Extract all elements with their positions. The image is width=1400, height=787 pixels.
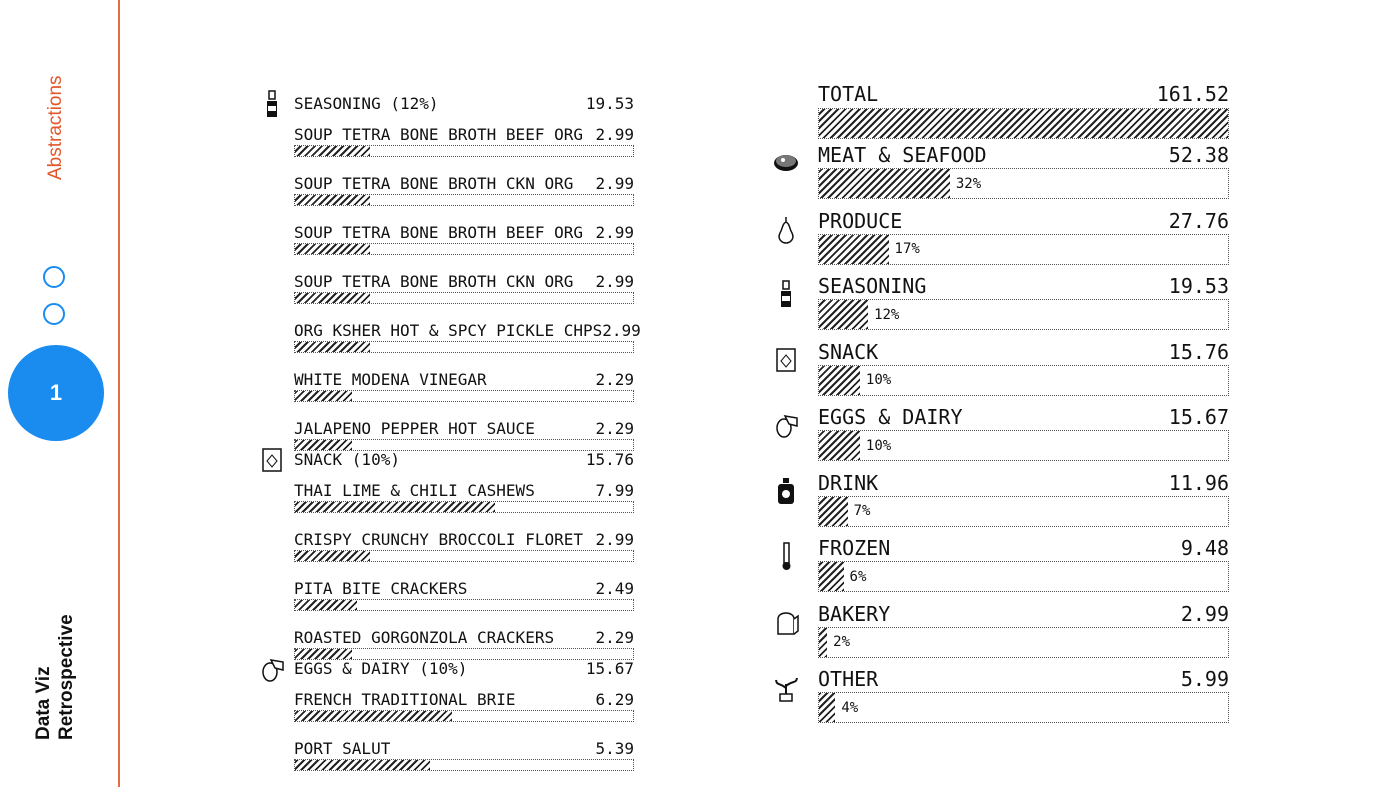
item-bar [294,599,634,611]
line-item [294,690,634,709]
line-item [294,272,634,291]
item-name: ORG KSHER HOT & SPCY PICKLE CHPS [294,321,603,340]
item-name: ROASTED GORGONZOLA CRACKERS [294,628,555,647]
item-bar [294,145,634,157]
item-name: CRISPY CRUNCHY BROCCOLI FLORET [294,530,583,549]
category-bar [818,561,1229,592]
category-bar-fill [819,431,860,460]
item-name: SOUP TETRA BONE BROTH BEEF ORG [294,223,583,242]
item-bar [294,710,634,722]
nav-dot[interactable] [43,303,65,325]
line-item [294,530,634,549]
bread-icon [773,607,799,637]
category-bar [818,365,1229,396]
category-bar [818,168,1229,199]
category-label: PRODUCE [818,208,903,233]
group-header [294,94,634,113]
total-label: TOTAL [818,82,879,106]
category-row [818,536,1229,560]
line-item [294,739,634,758]
item-name: FRENCH TRADITIONAL BRIE [294,690,516,709]
item-name: SOUP TETRA BONE BROTH CKN ORG [294,174,574,193]
category-pct: 12% [874,306,900,323]
item-bar-fill [295,551,370,561]
group-label: EGGS & DAIRY (10%) [294,659,468,678]
category-pct: 17% [894,241,920,257]
category-bar [818,627,1229,658]
deck-title [32,614,78,740]
line-item [294,481,634,500]
category-label: FROZEN [818,536,891,560]
item-name: WHITE MODENA VINEGAR [294,370,487,389]
category-value: 5.99 [1180,667,1229,691]
category-row [818,340,1229,364]
snack-box-icon [773,345,799,375]
item-bar-fill [295,711,452,721]
item-bar [294,292,634,304]
item-bar-fill [295,146,370,156]
item-price: 2.99 [595,174,634,193]
category-bar [818,692,1229,723]
line-item [294,579,634,598]
category-bar [818,430,1229,461]
line-item [294,419,634,438]
category-value: 2.99 [1180,601,1229,626]
item-bar [294,194,634,206]
category-pct: 10% [865,437,892,454]
category-label: BAKERY [818,601,891,626]
category-pct: 7% [853,503,871,519]
eggs-cheese-icon [259,654,285,684]
category-pct: 10% [865,372,892,388]
category-bar-fill [819,300,868,329]
item-name: THAI LIME & CHILI CASHEWS [294,481,535,500]
item-bar [294,501,634,513]
item-price: 6.29 [595,690,634,709]
eggs-cheese-icon [773,410,799,440]
category-row [818,274,1229,298]
group-label: SEASONING (12%) [294,94,439,113]
bottle-icon [259,89,285,119]
sidebar-divider [118,0,120,787]
category-bar [818,496,1229,527]
total-row [818,82,1229,106]
category-row [818,143,1229,167]
item-price: 2.29 [595,370,634,389]
steak-icon [773,148,799,178]
item-price: 2.99 [595,223,634,242]
line-item [294,125,634,144]
pear-icon [773,214,799,244]
item-name: PORT SALUT [294,739,391,758]
group-value: 19.53 [585,94,634,113]
category-row [818,471,1229,495]
category-label: SEASONING [818,274,927,298]
item-bar-fill [295,391,352,401]
total-bar [818,108,1229,139]
category-row [818,667,1229,691]
category-row [818,209,1229,233]
snack-box-icon [259,445,285,475]
item-bar-fill [295,502,495,512]
item-price: 5.39 [595,739,634,758]
item-price: 2.29 [595,628,634,647]
category-pct: 4% [841,699,859,716]
category-value: 27.76 [1168,208,1229,233]
category-row [818,405,1229,429]
category-bar-fill [819,562,844,591]
deck-title-line: Retrospective [56,614,77,740]
nav-dot[interactable] [43,266,65,288]
category-label: DRINK [818,470,879,495]
category-value: 19.53 [1168,274,1229,298]
item-name: SOUP TETRA BONE BROTH BEEF ORG [294,125,583,144]
bottle-icon [773,279,799,309]
item-price: 2.49 [595,579,634,598]
category-pct: 2% [833,634,851,650]
group-value: 15.76 [585,450,634,469]
item-price: 7.99 [595,481,634,500]
category-bar-fill [819,169,950,198]
category-bar-fill [819,366,860,395]
line-item [294,628,634,647]
category-bar-fill [819,693,835,722]
line-item [294,370,634,389]
category-bar-fill [819,497,848,526]
item-name: PITA BITE CRACKERS [294,579,468,598]
group-header [294,659,634,678]
item-bar [294,341,634,353]
category-label: OTHER [818,667,879,691]
group-value: 15.67 [585,659,634,678]
category-value: 52.38 [1168,143,1229,167]
item-bar-fill [295,342,370,352]
plant-icon [773,672,799,702]
category-pct: 6% [849,568,867,585]
group-label: SNACK (10%) [294,450,400,469]
slide-number-badge: 1 [8,345,104,441]
category-bar-fill [819,235,889,264]
item-bar-fill [295,195,370,205]
item-price: 2.99 [595,272,634,291]
category-value: 11.96 [1168,470,1229,495]
category-label: SNACK [818,339,879,364]
item-bar-fill [295,244,370,254]
item-bar [294,550,634,562]
item-bar-fill [295,600,357,610]
item-bar [294,759,634,771]
section-label: Abstractions [45,75,66,180]
line-item [294,321,641,340]
category-bar-fill [819,628,827,657]
item-bar-fill [295,293,370,303]
category-bar [818,299,1229,330]
category-pct: 32% [955,175,982,192]
category-value: 15.67 [1168,405,1229,429]
line-item [294,223,634,242]
item-bar [294,390,634,402]
thermometer-icon [773,541,799,571]
total-bar-fill [819,109,1228,138]
category-row [818,602,1229,626]
item-bar-fill [295,440,352,450]
item-price: 2.29 [595,419,634,438]
category-bar [818,234,1229,265]
category-label: EGGS & DAIRY [818,405,963,429]
category-label: MEAT & SEAFOOD [818,143,987,167]
category-value: 15.76 [1168,339,1229,364]
item-name: JALAPENO PEPPER HOT SAUCE [294,419,535,438]
category-value: 9.48 [1180,536,1229,560]
total-value: 161.52 [1156,82,1229,106]
item-bar [294,243,634,255]
item-price: 2.99 [602,321,641,340]
line-item [294,174,634,193]
item-price: 2.99 [595,530,634,549]
item-bar-fill [295,760,430,770]
item-price: 2.99 [595,125,634,144]
drink-jar-icon [773,476,799,506]
deck-title-line: Data Viz [33,666,54,740]
group-header [294,450,634,469]
item-bar-fill [295,649,352,659]
item-name: SOUP TETRA BONE BROTH CKN ORG [294,272,574,291]
